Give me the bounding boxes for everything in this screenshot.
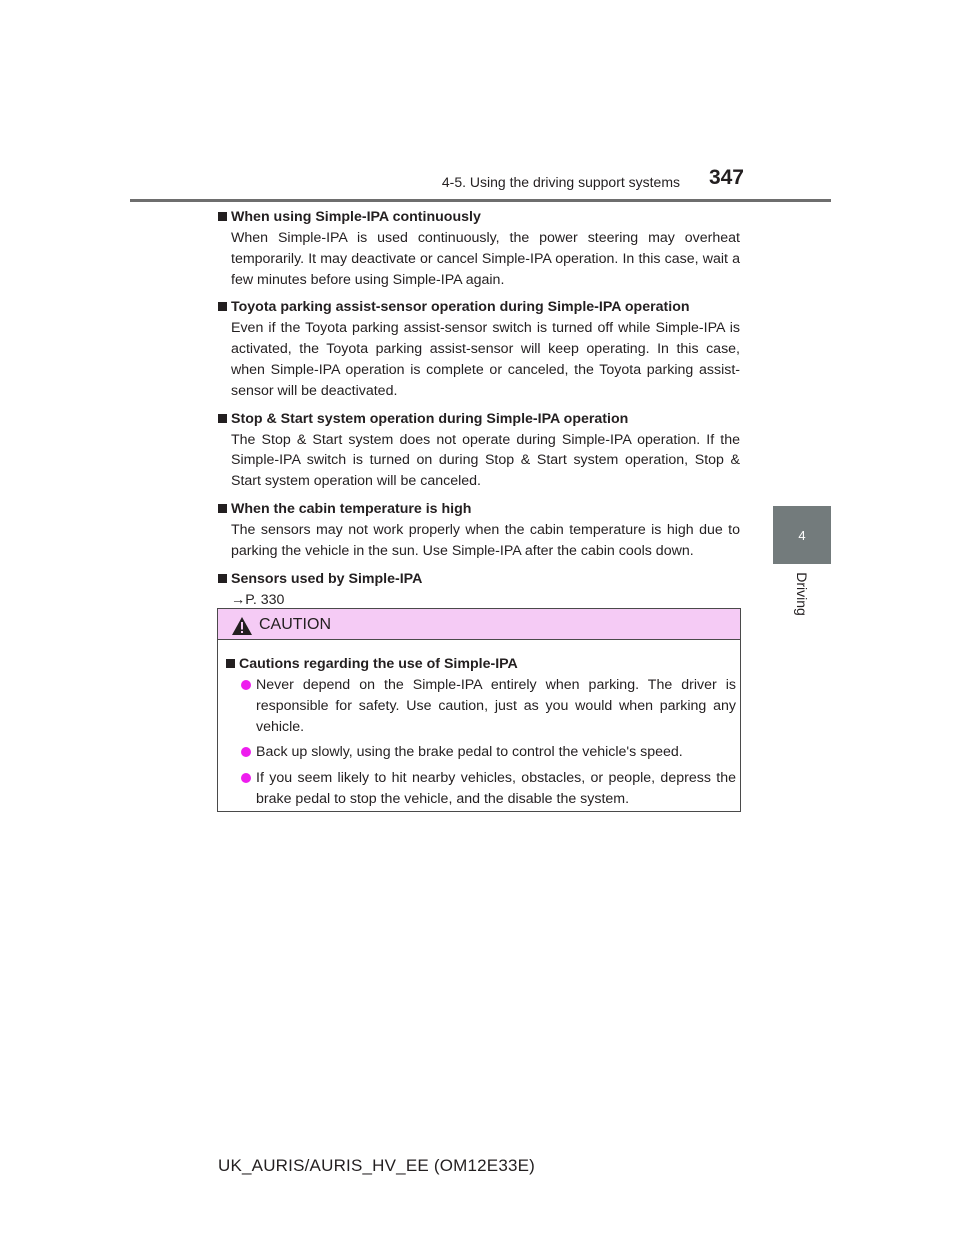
caution-item	[226, 675, 736, 737]
section-title-text: Toyota parking assist-sensor operation during Simple-IPA operation	[231, 299, 690, 316]
caution-item	[226, 742, 736, 763]
section	[218, 409, 740, 492]
section	[218, 569, 740, 611]
section	[218, 207, 740, 290]
caution-subtitle-text: Cautions regarding the use of Simple-IPA	[239, 656, 518, 672]
square-bullet-icon	[226, 659, 235, 668]
caution-item-text: Back up slowly, using the brake pedal to control the vehicle's speed.	[256, 744, 683, 761]
section-body: When Simple-IPA is used continuously, the power steering may overheat temporarily. It may deactivate or cancel Simple-IPA operation. In this case, wait a few minutes before using Simple-IPA again.	[231, 230, 740, 288]
section	[218, 297, 740, 401]
round-bullet-icon	[241, 680, 251, 690]
square-bullet-icon	[218, 212, 227, 221]
round-bullet-icon	[241, 773, 251, 783]
section-body: The sensors may not work properly when the cabin temperature is high due to parking the vehicle in the sun. Use Simple-IPA after the cabin cools down.	[231, 521, 740, 559]
caution-box	[217, 608, 741, 812]
section-title	[218, 569, 740, 589]
caution-body	[218, 640, 740, 810]
caution-title: CAUTION	[259, 616, 331, 633]
section	[218, 499, 740, 562]
caution-subtitle	[226, 654, 736, 674]
section-title-text: Sensors used by Simple-IPA	[231, 570, 423, 587]
square-bullet-icon	[218, 504, 227, 513]
section-title	[218, 207, 740, 227]
caution-header	[218, 609, 740, 640]
header-section-title: 4-5. Using the driving support systems	[441, 174, 680, 190]
section-title-text: When the cabin temperature is high	[231, 500, 472, 517]
section-body: The Stop & Start system does not operate during Simple-IPA operation. If the Simple-IPA switch is turned on during Stop & Start system operation, Stop & Start system operation will be canceled.	[231, 431, 740, 490]
round-bullet-icon	[241, 747, 251, 757]
square-bullet-icon	[218, 302, 227, 311]
page-number: 347	[708, 166, 744, 189]
side-tab	[773, 506, 831, 564]
section-body: Even if the Toyota parking assist-sensor switch is turned off while Simple-IPA is activated, the Toyota parking assist-sensor will keep operating. In this case, when Simple-IPA operation is complete or canceled, the Toyota parking assist-sensor will be deactivated.	[231, 320, 740, 399]
square-bullet-icon	[218, 574, 227, 583]
section-title	[218, 409, 740, 429]
section-title-text: Stop & Start system operation during Simple-IPA operation	[231, 410, 629, 427]
section-title	[218, 297, 740, 317]
warning-triangle-icon	[231, 616, 253, 636]
section-title	[218, 499, 740, 519]
header-rule	[130, 199, 831, 202]
caution-item-text: Never depend on the Simple-IPA entirely when parking. The driver is responsible for safety. Use caution, just as you would when parking any vehicle.	[256, 677, 736, 735]
caution-item-text: If you seem likely to hit nearby vehicles, obstacles, or people, depress the brake pedal to stop the vehicle, and the disable the system.	[256, 770, 736, 807]
page-reference-link[interactable]: →P. 330	[231, 591, 285, 608]
content	[218, 207, 740, 617]
side-label-text: Driving	[794, 572, 810, 616]
section-title-text: When using Simple-IPA continuously	[231, 209, 481, 225]
caution-item	[226, 768, 736, 810]
side-tab-number: 4	[798, 527, 806, 543]
square-bullet-icon	[218, 414, 227, 423]
footer-model-code: UK_AURIS/AURIS_HV_EE (OM12E33E)	[218, 1156, 536, 1175]
